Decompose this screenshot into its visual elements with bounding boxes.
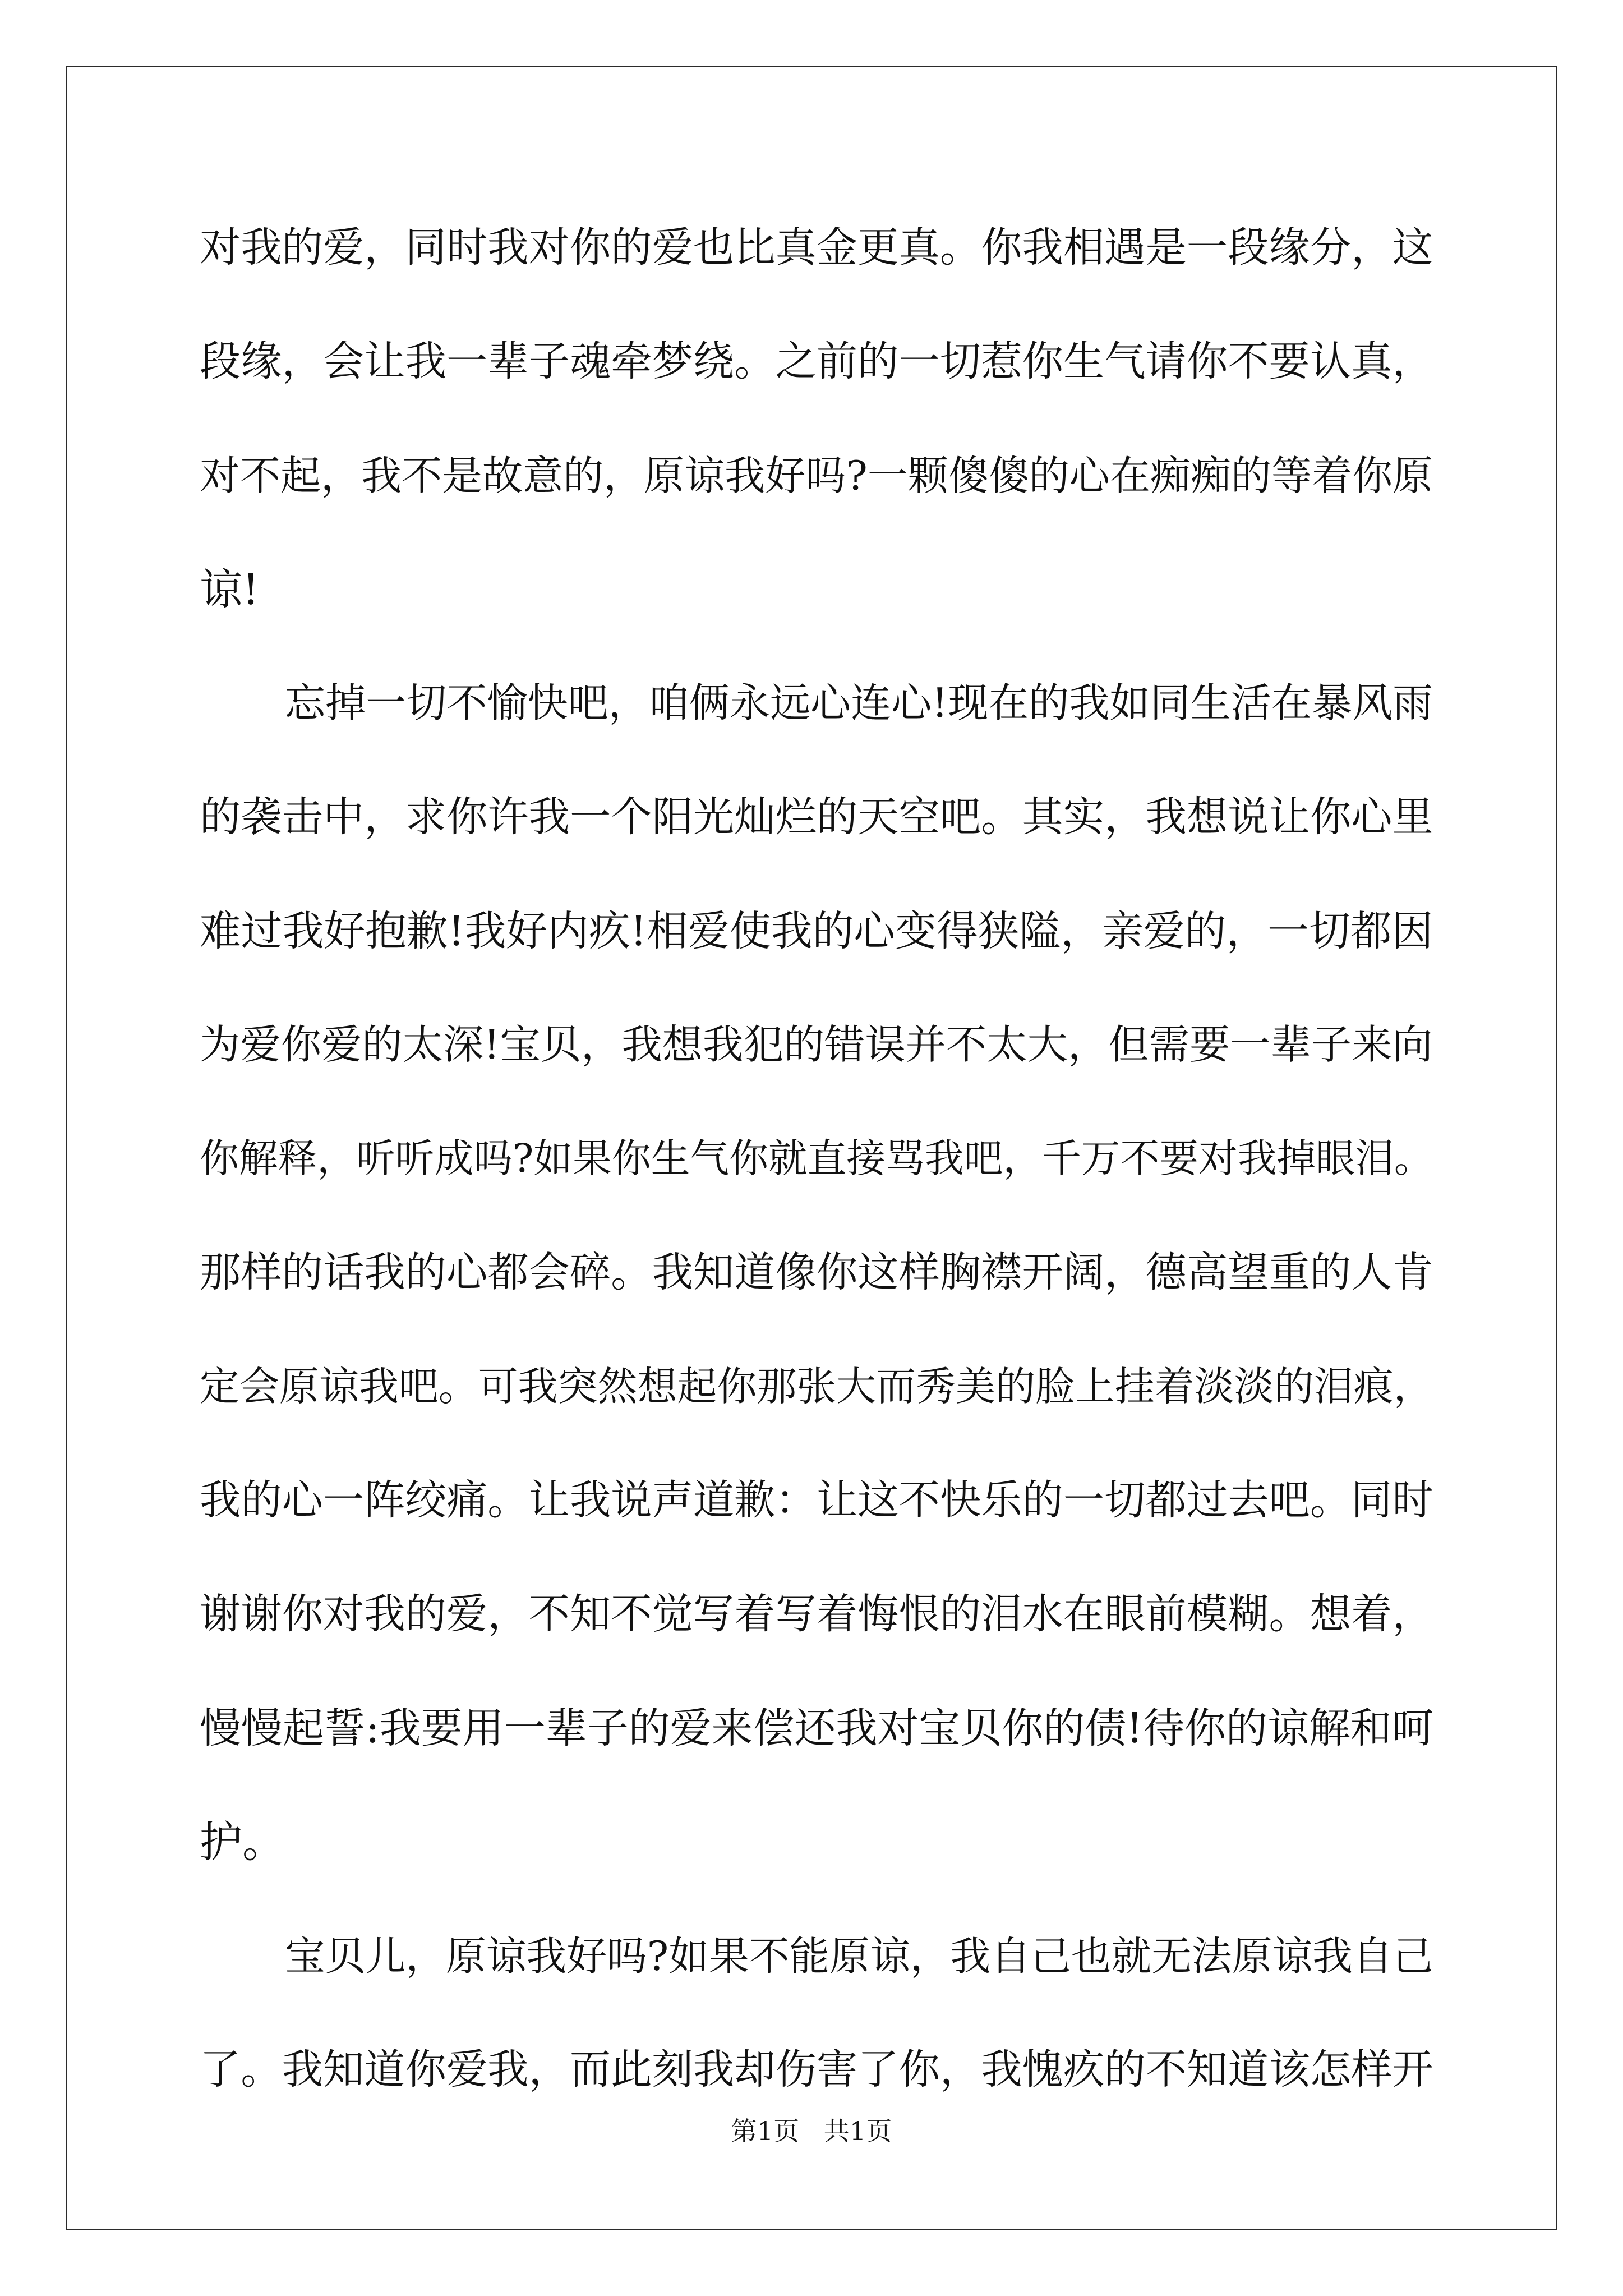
text-line-15: 护。 (200, 1817, 285, 1867)
text-line-7: 难过我好抱歉!我好内疚!相爱使我的心变得狭隘，亲爱的，一切都因 (200, 907, 1433, 955)
text-line-9: 你解释，听听成吗?如果你生气你就直接骂我吧，千万不要对我掉眼泪。 (200, 1136, 1433, 1181)
text-line-8: 为爱你爱的太深!宝贝，我想我犯的错误并不太大，但需要一辈子来向 (200, 1022, 1433, 1069)
text-line-2: 段缘，会让我一辈子魂牵梦绕。之前的一切惹你生气请你不要认真， (200, 338, 1433, 385)
text-line-1: 对我的爱，同时我对你的爱也比真金更真。你我相遇是一段缘分，这 (200, 224, 1433, 272)
text-line-3: 对不起，我不是故意的，原谅我好吗?一颗傻傻的心在痴痴的等着你原 (200, 452, 1433, 499)
text-line-4: 谅! (200, 564, 260, 614)
text-line-6: 的袭击中，求你许我一个阳光灿烂的天空吧。其实，我想说让你心里 (200, 793, 1433, 841)
text-line-17: 了。我知道你爱我，而此刻我却伤害了你，我愧疚的不知道该怎样开 (200, 2046, 1433, 2093)
page-number-footer: 第1页 共1页 (731, 2116, 892, 2146)
text-line-10: 那样的话我的心都会碎。我知道像你这样胸襟开阔，德高望重的人肯 (200, 1249, 1433, 1296)
text-line-12: 我的心一阵绞痛。让我说声道歉：让这不快乐的一切都过去吧。同时 (200, 1476, 1433, 1524)
text-line-16: 宝贝儿，原谅我好吗?如果不能原谅，我自己也就无法原谅我自己 (285, 1932, 1433, 1980)
text-line-13: 谢谢你对我的爱，不知不觉写着写着悔恨的泪水在眼前模糊。想着， (200, 1590, 1433, 1638)
text-line-5: 忘掉一切不愉快吧，咱俩永远心连心!现在的我如同生活在暴风雨 (285, 680, 1433, 727)
text-line-11: 定会原谅我吧。可我突然想起你那张大而秀美的脸上挂着淡淡的泪痕， (200, 1363, 1433, 1410)
text-line-14: 慢慢起誓:我要用一辈子的爱来偿还我对宝贝你的债!待你的谅解和呵 (200, 1704, 1433, 1752)
